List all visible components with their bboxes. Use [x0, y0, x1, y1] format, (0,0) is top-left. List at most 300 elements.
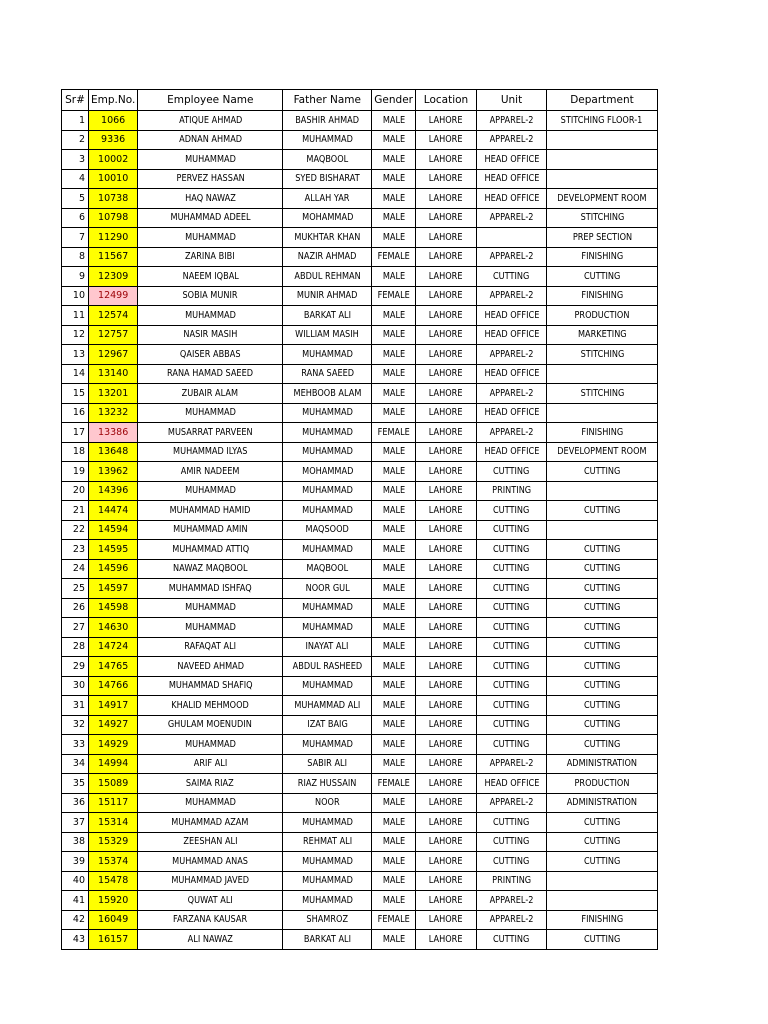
cell-unit: HEAD OFFICE [477, 403, 547, 423]
cell-gender: MALE [372, 150, 416, 170]
cell-employee-name: MUHAMMAD AZAM [138, 813, 283, 833]
cell-unit: APPAREL-2 [477, 130, 547, 150]
cell-sr: 40 [62, 871, 89, 891]
cell-emp-no: 14929 [89, 735, 138, 755]
cell-employee-name: QAISER ABBAS [138, 345, 283, 365]
cell-father-name: MUHAMMAD [283, 735, 372, 755]
cell-department: CUTTING [547, 696, 658, 716]
cell-department: CUTTING [547, 598, 658, 618]
cell-location: LAHORE [416, 559, 477, 579]
cell-unit [477, 228, 547, 248]
cell-emp-no: 11567 [89, 247, 138, 267]
cell-sr: 8 [62, 247, 89, 267]
cell-department [547, 130, 658, 150]
cell-emp-no: 13648 [89, 442, 138, 462]
table-row [62, 345, 658, 365]
cell-sr: 38 [62, 832, 89, 852]
cell-department: CUTTING [547, 832, 658, 852]
cell-father-name: MUHAMMAD [283, 442, 372, 462]
cell-department: CUTTING [547, 559, 658, 579]
cell-sr: 5 [62, 189, 89, 209]
header-gender: Gender [372, 90, 416, 111]
cell-father-name: SABIR ALI [283, 754, 372, 774]
cell-location: LAHORE [416, 715, 477, 735]
cell-gender: MALE [372, 345, 416, 365]
header-sr: Sr# [62, 90, 89, 111]
cell-employee-name: MUHAMMAD JAVED [138, 871, 283, 891]
cell-unit: APPAREL-2 [477, 754, 547, 774]
cell-emp-no: 14474 [89, 501, 138, 521]
cell-father-name: MUHAMMAD [283, 423, 372, 443]
cell-department: CUTTING [547, 579, 658, 599]
cell-emp-no: 14596 [89, 559, 138, 579]
header-father-name: Father Name [283, 90, 372, 111]
cell-location: LAHORE [416, 852, 477, 872]
cell-employee-name: GHULAM MOENUDIN [138, 715, 283, 735]
cell-sr: 12 [62, 325, 89, 345]
cell-employee-name: RAFAQAT ALI [138, 637, 283, 657]
cell-employee-name: QUWAT ALI [138, 891, 283, 911]
cell-father-name: MUHAMMAD [283, 871, 372, 891]
table-row [62, 832, 658, 852]
cell-location: LAHORE [416, 735, 477, 755]
cell-location: LAHORE [416, 442, 477, 462]
table-row [62, 598, 658, 618]
cell-location: LAHORE [416, 481, 477, 501]
cell-father-name: MUHAMMAD [283, 540, 372, 560]
table-row [62, 715, 658, 735]
cell-unit: CUTTING [477, 813, 547, 833]
cell-emp-no: 15478 [89, 871, 138, 891]
table-row [62, 910, 658, 930]
cell-unit: CUTTING [477, 520, 547, 540]
table-row [62, 774, 658, 794]
cell-father-name: MUHAMMAD [283, 403, 372, 423]
cell-father-name: MUHAMMAD [283, 130, 372, 150]
cell-emp-no: 13140 [89, 364, 138, 384]
cell-father-name: NOOR [283, 793, 372, 813]
cell-gender: MALE [372, 871, 416, 891]
cell-sr: 39 [62, 852, 89, 872]
cell-gender: MALE [372, 267, 416, 287]
cell-department: CUTTING [547, 813, 658, 833]
cell-gender: MALE [372, 481, 416, 501]
cell-father-name: MEHBOOB ALAM [283, 384, 372, 404]
cell-emp-no: 14917 [89, 696, 138, 716]
cell-unit: CUTTING [477, 676, 547, 696]
table-row [62, 891, 658, 911]
cell-father-name: SHAMROZ [283, 910, 372, 930]
cell-department: CUTTING [547, 501, 658, 521]
table-row [62, 423, 658, 443]
cell-unit: APPAREL-2 [477, 384, 547, 404]
cell-unit: HEAD OFFICE [477, 169, 547, 189]
cell-location: LAHORE [416, 891, 477, 911]
cell-emp-no: 13386 [89, 423, 138, 443]
cell-location: LAHORE [416, 286, 477, 306]
cell-emp-no: 13201 [89, 384, 138, 404]
cell-department: CUTTING [547, 735, 658, 755]
table-row [62, 813, 658, 833]
cell-emp-no: 14598 [89, 598, 138, 618]
cell-unit: HEAD OFFICE [477, 774, 547, 794]
cell-emp-no: 14597 [89, 579, 138, 599]
cell-location: LAHORE [416, 618, 477, 638]
cell-location: LAHORE [416, 247, 477, 267]
cell-sr: 7 [62, 228, 89, 248]
cell-employee-name: MUHAMMAD AMIN [138, 520, 283, 540]
cell-emp-no: 10010 [89, 169, 138, 189]
cell-unit: APPAREL-2 [477, 793, 547, 813]
cell-sr: 9 [62, 267, 89, 287]
cell-sr: 19 [62, 462, 89, 482]
cell-employee-name: AMIR NADEEM [138, 462, 283, 482]
cell-unit: CUTTING [477, 852, 547, 872]
table-row [62, 208, 658, 228]
table-row [62, 579, 658, 599]
cell-gender: MALE [372, 169, 416, 189]
table-row [62, 384, 658, 404]
cell-emp-no: 14927 [89, 715, 138, 735]
cell-father-name: ABDUL RASHEED [283, 657, 372, 677]
cell-sr: 42 [62, 910, 89, 930]
cell-gender: FEMALE [372, 423, 416, 443]
cell-gender: MALE [372, 832, 416, 852]
cell-father-name: MUHAMMAD [283, 676, 372, 696]
cell-sr: 33 [62, 735, 89, 755]
cell-employee-name: MUHAMMAD [138, 735, 283, 755]
cell-employee-name: MUHAMMAD [138, 481, 283, 501]
cell-emp-no: 14766 [89, 676, 138, 696]
cell-location: LAHORE [416, 345, 477, 365]
cell-sr: 11 [62, 306, 89, 326]
cell-employee-name: MUHAMMAD [138, 403, 283, 423]
cell-unit: APPAREL-2 [477, 345, 547, 365]
cell-unit: PRINTING [477, 481, 547, 501]
cell-emp-no: 14994 [89, 754, 138, 774]
cell-employee-name: MUHAMMAD ISHFAQ [138, 579, 283, 599]
cell-emp-no: 10002 [89, 150, 138, 170]
cell-sr: 22 [62, 520, 89, 540]
cell-location: LAHORE [416, 754, 477, 774]
cell-emp-no: 12499 [89, 286, 138, 306]
cell-department: PRODUCTION [547, 306, 658, 326]
cell-sr: 29 [62, 657, 89, 677]
cell-employee-name: MUHAMMAD ATTIQ [138, 540, 283, 560]
cell-department: CUTTING [547, 852, 658, 872]
cell-unit: PRINTING [477, 871, 547, 891]
cell-unit: HEAD OFFICE [477, 150, 547, 170]
cell-department: CUTTING [547, 462, 658, 482]
header-unit: Unit [477, 90, 547, 111]
cell-department [547, 520, 658, 540]
cell-unit: APPAREL-2 [477, 891, 547, 911]
header-row [62, 90, 658, 111]
cell-employee-name: ADNAN AHMAD [138, 130, 283, 150]
cell-unit: CUTTING [477, 540, 547, 560]
cell-employee-name: NAVEED AHMAD [138, 657, 283, 677]
cell-gender: FEMALE [372, 774, 416, 794]
table-row [62, 150, 658, 170]
cell-unit: CUTTING [477, 559, 547, 579]
cell-emp-no: 16049 [89, 910, 138, 930]
cell-department: FINISHING [547, 286, 658, 306]
cell-sr: 34 [62, 754, 89, 774]
cell-employee-name: MUHAMMAD SHAFIQ [138, 676, 283, 696]
cell-sr: 41 [62, 891, 89, 911]
cell-emp-no: 14594 [89, 520, 138, 540]
cell-gender: MALE [372, 189, 416, 209]
cell-department: DEVELOPMENT ROOM [547, 189, 658, 209]
table-row [62, 852, 658, 872]
cell-father-name: MUNIR AHMAD [283, 286, 372, 306]
cell-department: CUTTING [547, 676, 658, 696]
cell-department: STITCHING [547, 345, 658, 365]
cell-unit: APPAREL-2 [477, 111, 547, 131]
cell-father-name: MOHAMMAD [283, 208, 372, 228]
cell-gender: MALE [372, 384, 416, 404]
cell-location: LAHORE [416, 364, 477, 384]
cell-unit: APPAREL-2 [477, 910, 547, 930]
cell-sr: 4 [62, 169, 89, 189]
cell-gender: MALE [372, 754, 416, 774]
header-department: Department [547, 90, 658, 111]
cell-unit: HEAD OFFICE [477, 325, 547, 345]
cell-location: LAHORE [416, 306, 477, 326]
cell-unit: APPAREL-2 [477, 423, 547, 443]
cell-father-name: ABDUL REHMAN [283, 267, 372, 287]
table-row [62, 325, 658, 345]
cell-gender: FEMALE [372, 247, 416, 267]
cell-sr: 10 [62, 286, 89, 306]
cell-department: FINISHING [547, 910, 658, 930]
cell-father-name: MUHAMMAD [283, 618, 372, 638]
cell-sr: 15 [62, 384, 89, 404]
cell-father-name: MUHAMMAD [283, 598, 372, 618]
cell-emp-no: 14765 [89, 657, 138, 677]
cell-sr: 28 [62, 637, 89, 657]
cell-emp-no: 13232 [89, 403, 138, 423]
cell-emp-no: 14724 [89, 637, 138, 657]
cell-unit: CUTTING [477, 637, 547, 657]
cell-department [547, 403, 658, 423]
cell-employee-name: RANA HAMAD SAEED [138, 364, 283, 384]
cell-unit: APPAREL-2 [477, 286, 547, 306]
cell-gender: MALE [372, 462, 416, 482]
cell-father-name: SYED BISHARAT [283, 169, 372, 189]
cell-emp-no: 15117 [89, 793, 138, 813]
cell-sr: 21 [62, 501, 89, 521]
cell-department: CUTTING [547, 540, 658, 560]
table-row [62, 111, 658, 131]
cell-unit: HEAD OFFICE [477, 442, 547, 462]
cell-employee-name: PERVEZ HASSAN [138, 169, 283, 189]
cell-sr: 31 [62, 696, 89, 716]
table-row [62, 559, 658, 579]
header-emp-no: Emp.No. [89, 90, 138, 111]
cell-emp-no: 15329 [89, 832, 138, 852]
cell-emp-no: 12574 [89, 306, 138, 326]
cell-gender: MALE [372, 696, 416, 716]
cell-emp-no: 10798 [89, 208, 138, 228]
cell-department: PREP SECTION [547, 228, 658, 248]
cell-employee-name: SAIMA RIAZ [138, 774, 283, 794]
cell-unit: CUTTING [477, 579, 547, 599]
cell-sr: 25 [62, 579, 89, 599]
cell-gender: MALE [372, 618, 416, 638]
cell-unit: CUTTING [477, 696, 547, 716]
cell-father-name: INAYAT ALI [283, 637, 372, 657]
table-row [62, 189, 658, 209]
table-row [62, 657, 658, 677]
cell-gender: MALE [372, 520, 416, 540]
cell-department: FINISHING [547, 423, 658, 443]
table-row [62, 754, 658, 774]
cell-father-name: NOOR GUL [283, 579, 372, 599]
cell-location: LAHORE [416, 130, 477, 150]
cell-sr: 27 [62, 618, 89, 638]
cell-father-name: MUHAMMAD [283, 813, 372, 833]
cell-department [547, 891, 658, 911]
cell-sr: 43 [62, 930, 89, 950]
cell-gender: MALE [372, 930, 416, 950]
cell-father-name: MUHAMMAD [283, 501, 372, 521]
cell-unit: CUTTING [477, 930, 547, 950]
cell-employee-name: MUHAMMAD [138, 150, 283, 170]
cell-employee-name: ZUBAIR ALAM [138, 384, 283, 404]
table-row [62, 871, 658, 891]
cell-emp-no: 15089 [89, 774, 138, 794]
cell-department: MARKETING [547, 325, 658, 345]
table-row [62, 286, 658, 306]
cell-department: ADMINISTRATION [547, 793, 658, 813]
cell-unit: CUTTING [477, 501, 547, 521]
cell-sr: 30 [62, 676, 89, 696]
cell-department: FINISHING [547, 247, 658, 267]
cell-sr: 37 [62, 813, 89, 833]
cell-employee-name: MUHAMMAD ILYAS [138, 442, 283, 462]
cell-father-name: BARKAT ALI [283, 930, 372, 950]
cell-employee-name: FARZANA KAUSAR [138, 910, 283, 930]
cell-sr: 24 [62, 559, 89, 579]
cell-sr: 17 [62, 423, 89, 443]
cell-department: CUTTING [547, 637, 658, 657]
cell-father-name: RANA SAEED [283, 364, 372, 384]
cell-gender: MALE [372, 501, 416, 521]
cell-sr: 20 [62, 481, 89, 501]
cell-gender: MALE [372, 403, 416, 423]
cell-unit: APPAREL-2 [477, 247, 547, 267]
cell-gender: MALE [372, 852, 416, 872]
cell-unit: HEAD OFFICE [477, 364, 547, 384]
cell-location: LAHORE [416, 325, 477, 345]
table-row [62, 306, 658, 326]
table-row [62, 930, 658, 950]
cell-location: LAHORE [416, 462, 477, 482]
cell-unit: CUTTING [477, 715, 547, 735]
cell-father-name: MAQBOOL [283, 150, 372, 170]
cell-department: ADMINISTRATION [547, 754, 658, 774]
cell-location: LAHORE [416, 520, 477, 540]
cell-department: DEVELOPMENT ROOM [547, 442, 658, 462]
cell-father-name: MOHAMMAD [283, 462, 372, 482]
cell-sr: 36 [62, 793, 89, 813]
cell-father-name: ALLAH YAR [283, 189, 372, 209]
cell-gender: MALE [372, 579, 416, 599]
cell-unit: CUTTING [477, 267, 547, 287]
cell-father-name: BARKAT ALI [283, 306, 372, 326]
cell-location: LAHORE [416, 696, 477, 716]
cell-father-name: MUKHTAR KHAN [283, 228, 372, 248]
cell-employee-name: ALI NAWAZ [138, 930, 283, 950]
cell-father-name: NAZIR AHMAD [283, 247, 372, 267]
cell-location: LAHORE [416, 403, 477, 423]
cell-employee-name: MUHAMMAD HAMID [138, 501, 283, 521]
cell-employee-name: NASIR MASIH [138, 325, 283, 345]
cell-sr: 1 [62, 111, 89, 131]
cell-unit: CUTTING [477, 618, 547, 638]
cell-sr: 35 [62, 774, 89, 794]
table-row [62, 501, 658, 521]
cell-gender: MALE [372, 598, 416, 618]
cell-employee-name: MUHAMMAD [138, 306, 283, 326]
cell-location: LAHORE [416, 169, 477, 189]
cell-location: LAHORE [416, 637, 477, 657]
cell-location: LAHORE [416, 598, 477, 618]
cell-sr: 23 [62, 540, 89, 560]
cell-gender: MALE [372, 228, 416, 248]
cell-employee-name: KHALID MEHMOOD [138, 696, 283, 716]
cell-location: LAHORE [416, 793, 477, 813]
cell-location: LAHORE [416, 228, 477, 248]
cell-employee-name: SOBIA MUNIR [138, 286, 283, 306]
cell-department: CUTTING [547, 618, 658, 638]
cell-sr: 16 [62, 403, 89, 423]
cell-location: LAHORE [416, 150, 477, 170]
cell-employee-name: MUHAMMAD ADEEL [138, 208, 283, 228]
cell-father-name: MUHAMMAD [283, 481, 372, 501]
table-row [62, 228, 658, 248]
cell-emp-no: 9336 [89, 130, 138, 150]
cell-department: CUTTING [547, 715, 658, 735]
table-row [62, 735, 658, 755]
cell-emp-no: 1066 [89, 111, 138, 131]
cell-unit: CUTTING [477, 462, 547, 482]
cell-department: STITCHING FLOOR-1 [547, 111, 658, 131]
cell-department [547, 481, 658, 501]
cell-sr: 13 [62, 345, 89, 365]
cell-gender: MALE [372, 813, 416, 833]
cell-location: LAHORE [416, 910, 477, 930]
cell-sr: 3 [62, 150, 89, 170]
table-row [62, 442, 658, 462]
cell-father-name: IZAT BAIG [283, 715, 372, 735]
cell-gender: FEMALE [372, 910, 416, 930]
cell-sr: 6 [62, 208, 89, 228]
cell-location: LAHORE [416, 676, 477, 696]
cell-employee-name: ATIQUE AHMAD [138, 111, 283, 131]
cell-emp-no: 14595 [89, 540, 138, 560]
cell-employee-name: MUHAMMAD [138, 793, 283, 813]
cell-employee-name: ARIF ALI [138, 754, 283, 774]
cell-emp-no: 10738 [89, 189, 138, 209]
cell-gender: FEMALE [372, 286, 416, 306]
cell-location: LAHORE [416, 774, 477, 794]
table-row [62, 481, 658, 501]
cell-employee-name: MUSARRAT PARVEEN [138, 423, 283, 443]
cell-emp-no: 12309 [89, 267, 138, 287]
cell-father-name: MAQSOOD [283, 520, 372, 540]
